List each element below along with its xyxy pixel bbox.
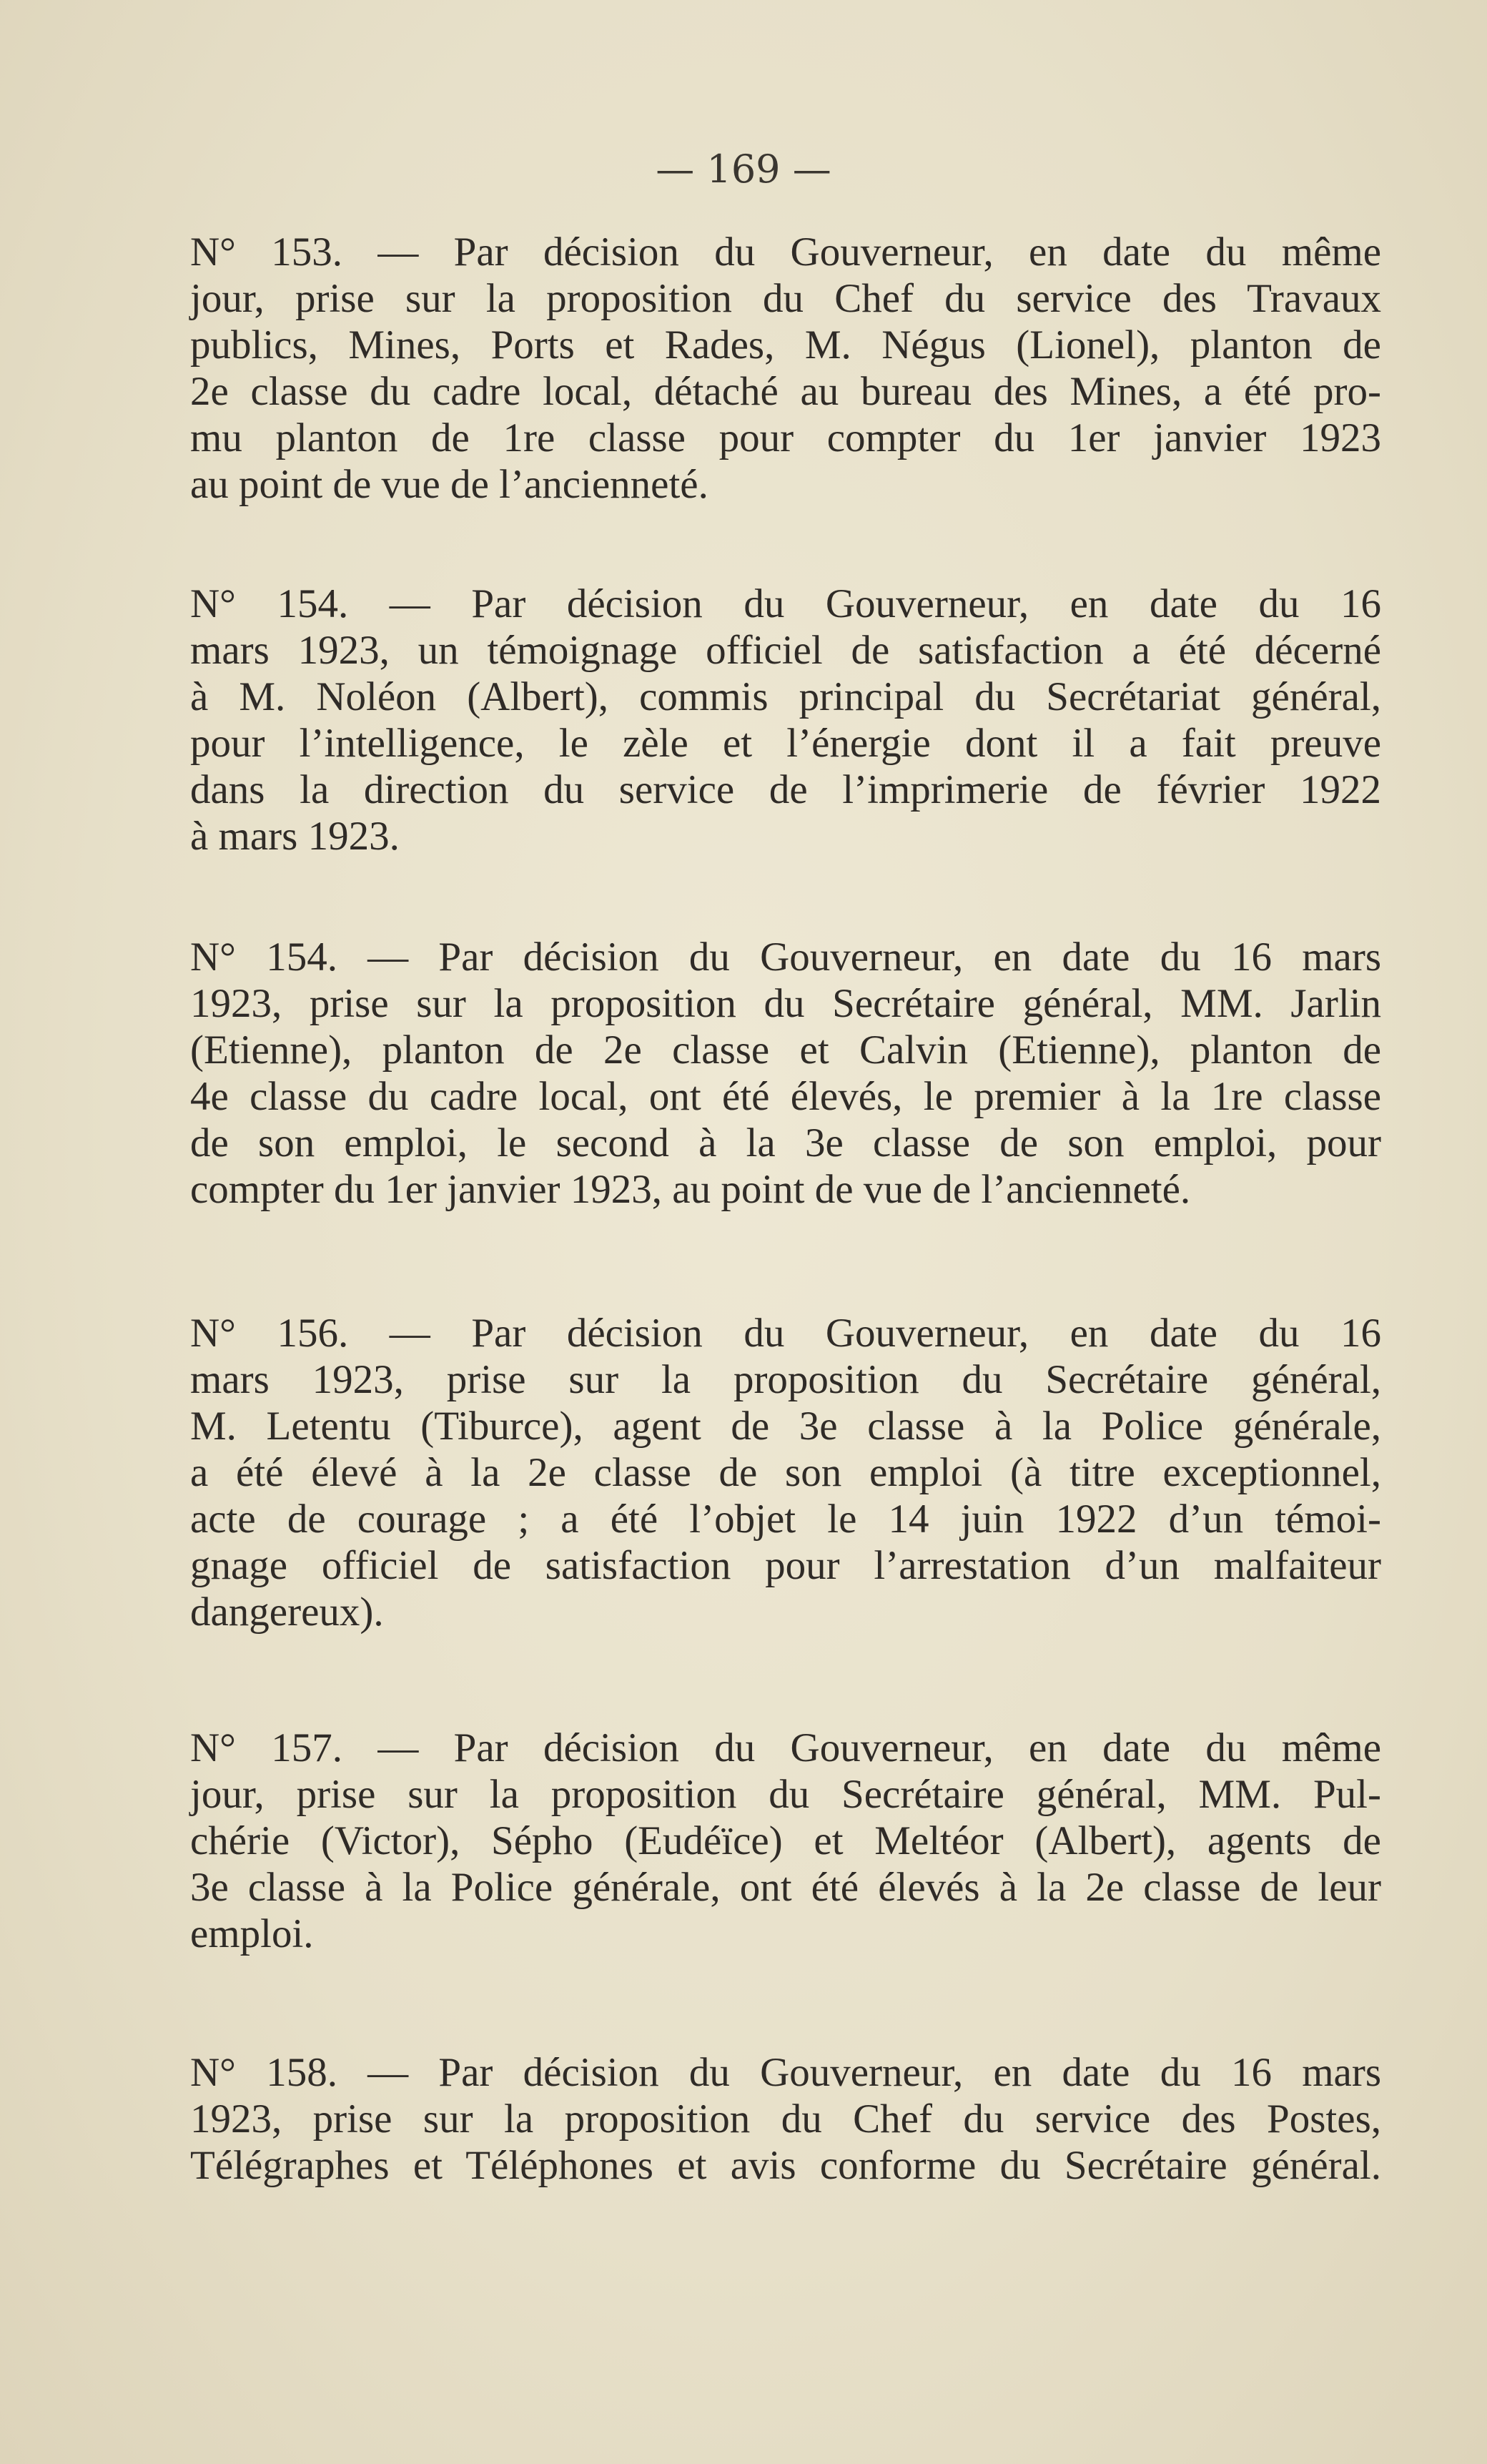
text-line: Télégraphes et Téléphones et avis conforme du Secrétaire général. xyxy=(190,2143,1381,2188)
text-line: 3e classe à la Police générale, ont été élevés à la 2e classe de leur xyxy=(190,1865,1381,1910)
text-line: gnage officiel de satisfaction pour l’arrestation d’un malfaiteur xyxy=(190,1543,1381,1588)
text-line: à M. Noléon (Albert), commis principal du Secrétariat général, xyxy=(190,674,1381,719)
text-line: N° 153. — Par décision du Gouverneur, en date du même xyxy=(190,230,1381,275)
text-line: emploi. xyxy=(190,1911,314,1956)
text-line: acte de courage ; a été l’objet le 14 juin 1922 d’un témoi- xyxy=(190,1497,1381,1542)
text-line: de son emploi, le second à la 3e classe de son emploi, pour xyxy=(190,1120,1381,1166)
text-line: N° 154. — Par décision du Gouverneur, en date du 16 mars xyxy=(190,935,1381,980)
entry-154-plantons xyxy=(190,934,1381,1213)
text-line: mars 1923, prise sur la proposition du Secrétaire général, xyxy=(190,1357,1381,1402)
entry-154-temoignage xyxy=(190,581,1381,859)
text-line: a été élevé à la 2e classe de son emploi (à titre exceptionnel, xyxy=(190,1450,1381,1495)
text-line: jour, prise sur la proposition du Secrétaire général, MM. Pul- xyxy=(190,1772,1381,1817)
text-line: N° 154. — Par décision du Gouverneur, en date du 16 xyxy=(190,581,1381,626)
entry-153 xyxy=(190,229,1381,508)
text-line: mars 1923, un témoignage officiel de satisfaction a été décerné xyxy=(190,628,1381,673)
text-line: au point de vue de l’ancienneté. xyxy=(190,462,708,507)
page-number: — 169 — xyxy=(656,147,831,192)
text-line: N° 157. — Par décision du Gouverneur, en date du même xyxy=(190,1725,1381,1770)
text-line: compter du 1er janvier 1923, au point de vue de l’ancienneté. xyxy=(190,1167,1191,1212)
text-line: dangereux). xyxy=(190,1590,384,1635)
text-line: jour, prise sur la proposition du Chef du service des Travaux xyxy=(190,276,1381,321)
text-line: 1923, prise sur la proposition du Secrétaire général, MM. Jarlin xyxy=(190,981,1381,1026)
text-line: 4e classe du cadre local, ont été élevés, le premier à la 1re classe xyxy=(190,1074,1381,1119)
text-line: dans la direction du service de l’imprimerie de février 1922 xyxy=(190,767,1381,812)
text-line: M. Letentu (Tiburce), agent de 3e classe à la Police générale, xyxy=(190,1404,1381,1449)
text-line: pour l’intelligence, le zèle et l’énergie dont il a fait preuve xyxy=(190,721,1381,766)
text-line: à mars 1923. xyxy=(190,814,400,859)
entry-157 xyxy=(190,1725,1381,1957)
text-line: N° 158. — Par décision du Gouverneur, en date du 16 mars xyxy=(190,2050,1381,2095)
text-line: mu planton de 1re classe pour compter du 1er janvier 1923 xyxy=(190,415,1381,460)
entry-156 xyxy=(190,1310,1381,1635)
text-line: N° 156. — Par décision du Gouverneur, en date du 16 xyxy=(190,1311,1381,1356)
text-line: 2e classe du cadre local, détaché au bureau des Mines, a été pro- xyxy=(190,369,1381,414)
entry-158 xyxy=(190,2049,1381,2189)
text-line: 1923, prise sur la proposition du Chef du service des Postes, xyxy=(190,2096,1381,2142)
text-line: (Etienne), planton de 2e classe et Calvin (Etienne), planton de xyxy=(190,1028,1381,1073)
text-line: chérie (Victor), Sépho (Eudéïce) et Meltéor (Albert), agents de xyxy=(190,1818,1381,1863)
text-line: publics, Mines, Ports et Rades, M. Négus (Lionel), planton de xyxy=(190,322,1381,368)
